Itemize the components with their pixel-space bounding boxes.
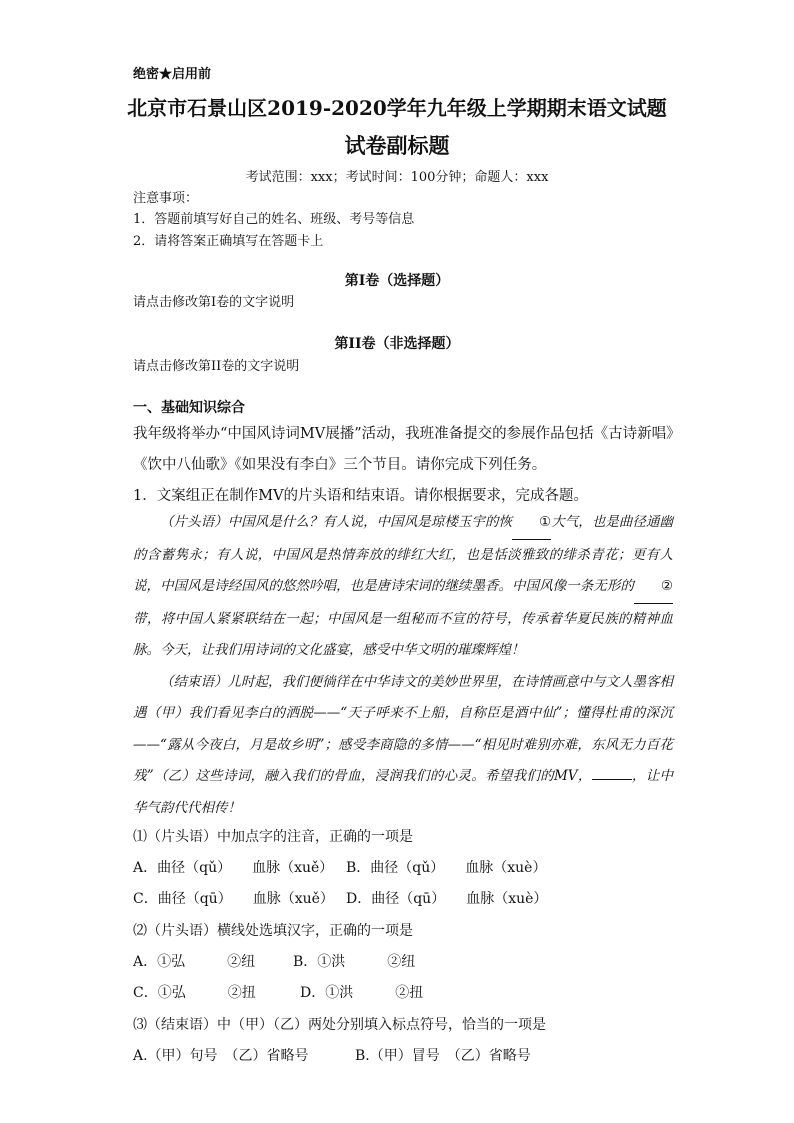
secret-mark: 绝密★启用前 bbox=[133, 67, 212, 82]
question-2-option-d: D．①洪 ②扭 bbox=[300, 985, 424, 1001]
passage-text: （结束语）儿时起，我们便徜徉在中华诗文的美妙世界里，在诗情画意中与文人墨客相遇（甲）我们看见李白的洒脱——“天子呼来不上船，自称臣是酒中仙”；懂得杜甫的深沉——“露从今夜白，月是故乡明”；感受李商隐的多情——“相见时难别亦难，东风无力百花残”（乙）这些诗词，融入我们的骨血，浸润我们的心灵。希望我们的MV， bbox=[133, 673, 673, 784]
section-intro-line2: 《饮中八仙歌》《如果没有李白》三个节目。请你完成下列任务。 bbox=[133, 457, 547, 473]
exam-info: 考试范围：xxx；考试时间：100分钟；命题人：xxx bbox=[245, 170, 549, 185]
question-1-option-c: C．曲径（qū） 血脉（xuě） bbox=[133, 891, 334, 907]
question-1-stem: ⑴（片头语）中加点字的注音，正确的一项是 bbox=[133, 829, 413, 845]
passage-text: （片头语）中国风是什么？有人说，中国风是琼楼玉宇的恢 bbox=[160, 514, 513, 530]
blank-2: ② bbox=[634, 571, 673, 604]
exam-subtitle: 试卷副标题 bbox=[344, 133, 450, 158]
question-2-option-c: C．①弘 ②扭 bbox=[133, 985, 256, 1001]
volume1-desc: 请点击修改第I卷的文字说明 bbox=[133, 295, 295, 310]
passage-closing bbox=[133, 667, 673, 825]
question-2-option-a: A．①弘 ②纽 bbox=[133, 954, 256, 970]
question-1-option-d: D．曲径（qū） 血脉（xuè） bbox=[346, 891, 548, 907]
question-1-option-a: A．曲径（qǔ） 血脉（xuě） bbox=[133, 860, 334, 876]
notes-item-1: 1．答题前填写好自己的姓名、班级、考号等信息 bbox=[133, 212, 415, 227]
passage bbox=[133, 507, 673, 824]
question-3-option-a: A.（甲）句号 （乙）省略号 bbox=[133, 1048, 309, 1064]
answer-blank bbox=[592, 779, 632, 780]
question-2-option-b: B．①洪 ②纽 bbox=[293, 954, 416, 970]
blank-1: ① bbox=[512, 507, 551, 540]
volume1-title: 第I卷（选择题） bbox=[344, 273, 450, 289]
volume2-desc: 请点击修改第II卷的文字说明 bbox=[133, 359, 300, 374]
passage-text: 大气，也是曲径通幽的含蓄隽永；有人说，中国风是热情奔放的绯红大红，也是恬淡雅致的绯杀青花；更有人说，中国风是诗经国风的悠然吟唱，也是唐诗宋词的继续墨香。中国风像一条无形的 bbox=[133, 514, 674, 594]
notes-heading: 注意事项： bbox=[133, 191, 199, 206]
notes-item-2: 2．请将答案正确填写在答题卡上 bbox=[133, 234, 324, 249]
task-1: 1．文案组正在制作MV的片头语和结束语。请你根据要求，完成各题。 bbox=[133, 488, 589, 504]
passage-text: 带，将中国人紧紧联结在一起；中国风是一组秘而不宣的符号，传承着华夏民族的精神血脉。今天，让我们用诗词的文化盛宴，感受中华文明的璀璨辉煌！ bbox=[133, 610, 673, 658]
section-intro-line1: 我年级将举办“中国风诗词MV展播”活动，我班准备提交的参展作品包括《古诗新唱》 bbox=[133, 426, 681, 442]
question-2-stem: ⑵（片头语）横线处选填汉字，正确的一项是 bbox=[133, 923, 413, 939]
section-title: 一、基础知识综合 bbox=[133, 400, 245, 416]
volume2-title: 第II卷（非选择题） bbox=[334, 336, 460, 352]
question-3-option-b: B.（甲）冒号 （乙）省略号 bbox=[355, 1048, 531, 1064]
passage-text: ，让中华气韵代代相传！ bbox=[133, 768, 674, 816]
question-3-stem: ⑶（结束语）中（甲）（乙）两处分别填入标点符号，恰当的一项是 bbox=[133, 1017, 546, 1033]
question-1-option-b: B．曲径（qǔ） 血脉（xuè） bbox=[346, 860, 547, 876]
exam-title: 北京市石景山区2019-2020学年九年级上学期期末语文试题 bbox=[127, 96, 667, 120]
passage-opening bbox=[133, 507, 673, 667]
